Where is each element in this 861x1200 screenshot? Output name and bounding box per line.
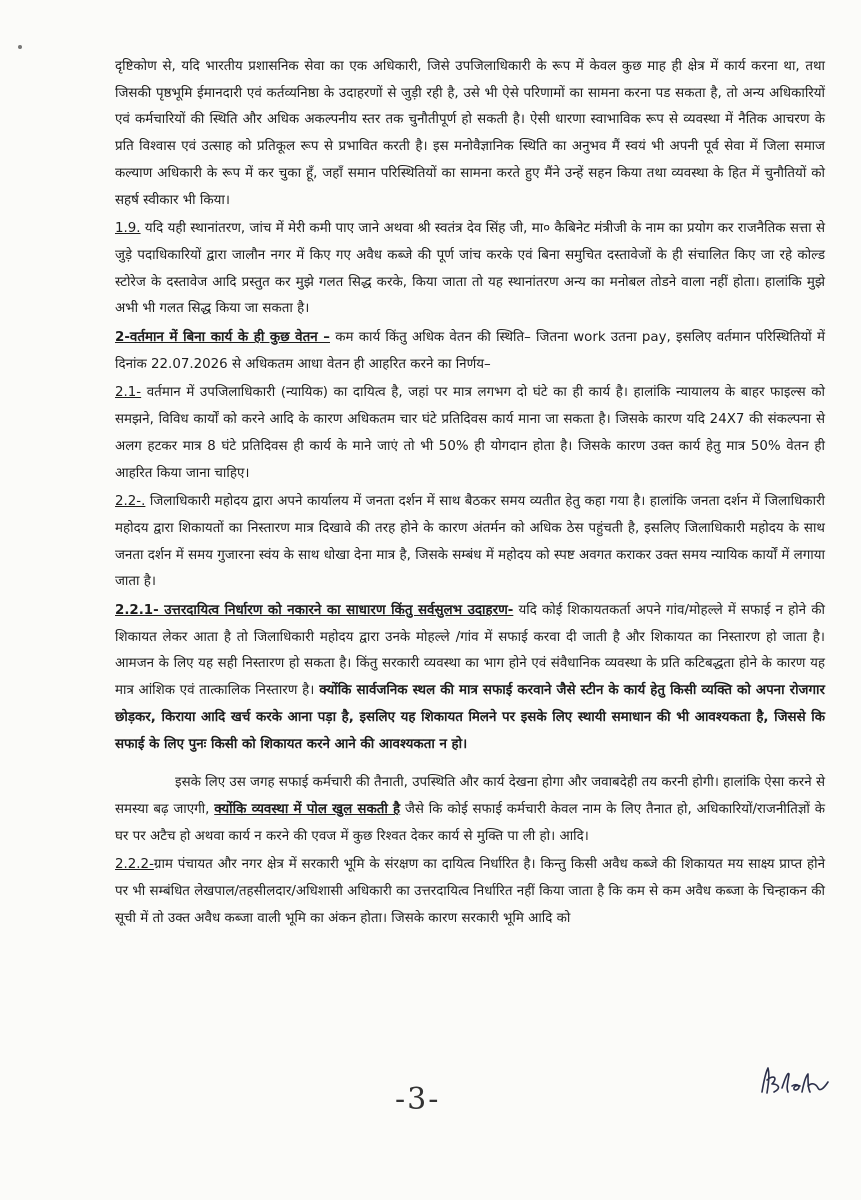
- document-body: [115, 54, 825, 933]
- para-text-before: इसके लिए उस जगह सफाई कर्मचारी की तैनाती, उपस्थिति और कार्य देखना होगा और जवाबदेही तय करनी होगी। हालांकि ऐसा करने से समस्या बढ़ जाएगी,: [115, 775, 825, 817]
- section-text: यदि यही स्थानांतरण, जांच में मेरी कमी पाए जाने अथवा श्री स्वतंत्र देव सिंह जी, मा० कैबिनेट मंत्रीजी के नाम का प्रयोग कर राजनैतिक सत्ता से जुड़े पदाधिकारियों द्वारा जालौन नगर में किए गए अवैध कब्जे की पूर्ण जांच करके एवं बिना समुचित दस्तावेजों के ही संचालित किए जा रहे कोल्ड स्टोरेज के दस्तावेज आदि प्रस्तुत कर मुझे गलत सिद्ध करके, किया जाता तो यह स्थानांतरण अन्य का मनोबल तोडने वाला नहीं होता। हालांकि मुझे अभी भी गलत सिद्ध किया जा सकता है।: [115, 221, 825, 317]
- page-number: -3-: [395, 1082, 441, 1117]
- section-heading: 2-वर्तमान में बिना कार्य के ही कुछ वेतन –: [115, 330, 330, 346]
- section-text: वर्तमान में उपजिलाधिकारी (न्यायिक) का दायित्व है, जहां पर मात्र लगभग दो घंटे का ही कार्य है। हालांकि न्यायालय के बाहर फाइल्स को समझने, विविध कार्यों को करने आदि के कारण अधिकतम चार घंटे प्रतिदिवस कार्य माना जा सकता है। जिसके कारण यदि 24X7 की संकल्पना से अलग हटकर मात्र 8 घंटे प्रतिदिवस ही कार्य के माने जाएं तो भी 50% ही योगदान होता है। जिसके कारण उक्त कार्य हेतु मात्र 50% वेतन ही आहरित किया जाना चाहिए।: [115, 385, 825, 481]
- section-2-2-1: [115, 598, 825, 758]
- section-2-2-2: [115, 852, 825, 932]
- section-1-9: [115, 216, 825, 323]
- section-text: ग्राम पंचायत और नगर क्षेत्र में सरकारी भूमि के संरक्षण का दायित्व निर्धारित है। किन्तु किसी अवैध कब्जे की शिकायत मय साक्ष्य प्राप्त होने पर भी सम्बंधित लेखपाल/तहसीलदार/अधिशासी अधिकारी का उत्तरदायित्व निर्धारित नहीं किया जाता है कि कम से कम अवैध कब्जा के चिन्हाकन की सूची में तो उक्त अवैध कब्जा वाली भूमि का अंकन होता। जिसके कारण सरकारी भूमि आदि को: [115, 857, 825, 926]
- scan-speck: [18, 45, 22, 49]
- section-number: 2.2-.: [115, 494, 146, 510]
- section-bold-text: क्योंकि सार्वजनिक स्थल की मात्र सफाई करवाने जैसे स्टीन के कार्य हेतु किसी व्यक्ति को अपना रोजगार छोड़कर, किराया आदि खर्च करके आना पड़ा है, इसलिए यह शिकायत मिलने पर इसके लिए स्थायी समाधान की भी आवश्यकता है, जिससे कि सफाई के लिए पुनः किसी को शिकायत करने आने की आवश्यकता न हो।: [115, 683, 825, 752]
- section-2-1: [115, 380, 825, 487]
- section-2: [115, 325, 825, 378]
- handwritten-signature: [758, 1062, 836, 1098]
- para-underlined-text: क्योंकि व्यवस्था में पोल खुल सकती है: [214, 801, 401, 817]
- para-followup: [115, 770, 825, 850]
- section-heading: 2.2.1- उत्तरदायित्व निर्धारण को नकारने का साधारण किंतु सर्वसुलभ उदाहरण-: [115, 603, 514, 619]
- section-number: 1.9.: [115, 221, 141, 237]
- section-number: 2.1-: [115, 385, 142, 401]
- section-text: यदि कोई शिकायतकर्ता अपने गांव/मोहल्ले में सफाई न होने की शिकायत लेकर आता है तो जिलाधिकारी महोदय द्वारा उनके मोहल्ले /गांव में सफाई करवा दी जाती है और शिकायत का निस्तारण हो जाता है। आमजन के लिए यह सही निस्तारण हो सकता है। किंतु सरकारी व्यवस्था का भाग होने एवं संवैधानिक व्यवस्था के प्रति कटिबद्धता होने के कारण यह मात्र आंशिक एवं तात्कालिक निस्तारण है।: [115, 603, 826, 699]
- para-text-after: जैसे कि कोई सफाई कर्मचारी केवल नाम के लिए तैनात हो, अधिकारियों/राजनीतिज्ञों के घर पर अटैच हो अथवा कार्य न करने की एवज में कुछ रिश्वत देकर कार्य से मुक्ति पा ली हो। आदि।: [115, 801, 825, 844]
- section-text: जिलाधिकारी महोदय द्वारा अपने कार्यालय में जनता दर्शन में साथ बैठकर समय व्यतीत हेतु कहा गया है। हालांकि जनता दर्शन में जिलाधिकारी महोदय द्वारा शिकायतों का निस्तारण मात्र दिखावे की तरह होने के कारण अंतर्मन को अधिक ठेस पहुंचती है, इसलिए जिलाधिकारी महोदय के साथ जनता दर्शन में समय गुजारना स्वंय के साथ धोखा देना मात्र है, जिसके सम्बंध में महोदय को स्पष्ट अवगत कराकर उक्त समय न्यायिक कार्यों में लगाया जाता है।: [115, 494, 825, 590]
- para-intro: दृष्टिकोण से, यदि भारतीय प्रशासनिक सेवा का एक अधिकारी, जिसे उपजिलाधिकारी के रूप में केवल कुछ माह ही क्षेत्र में कार्य करना था, तथा जिसकी पृष्ठभूमि ईमानदारी एवं कर्तव्यनिष्ठा के उदाहरणों से जुड़ी रही है, उसे भी ऐसे परिणामों का सामना करना पड सकता है, तो अन्य अधिकारियों एवं कर्मचारियों की स्थिति और अधिक अकल्पनीय स्तर तक चुनौतीपूर्ण हो सकती है। ऐसी धारणा स्वाभाविक रूप से व्यवस्था में नैतिक आचरण के प्रति विश्वास एवं उत्साह को प्रतिकूल रूप से प्रभावित करती है। इस मनोवैज्ञानिक स्थिति का अनुभव मैं स्वयं भी अपनी पूर्व सेवा में जिला समाज कल्याण अधिकारी के रूप में कर चुका हूँ, जहाँ समान परिस्थितियों का सामना करते हुए मैंने उन्हें सहन किया तथा व्यवस्था के हित में चुनौतियों को सहर्ष स्वीकार भी किया।: [115, 59, 825, 208]
- section-number: 2.2.2-: [115, 857, 154, 873]
- section-2-2: [115, 489, 825, 596]
- section-text: कम कार्य किंतु अधिक वेतन की स्थिति– जितना work उतना pay, इसलिए वर्तमान परिस्थितियों में दिनांक 22.07.2026 से अधिकतम आधा वेतन ही आहरित करने का निर्णय–: [115, 330, 825, 372]
